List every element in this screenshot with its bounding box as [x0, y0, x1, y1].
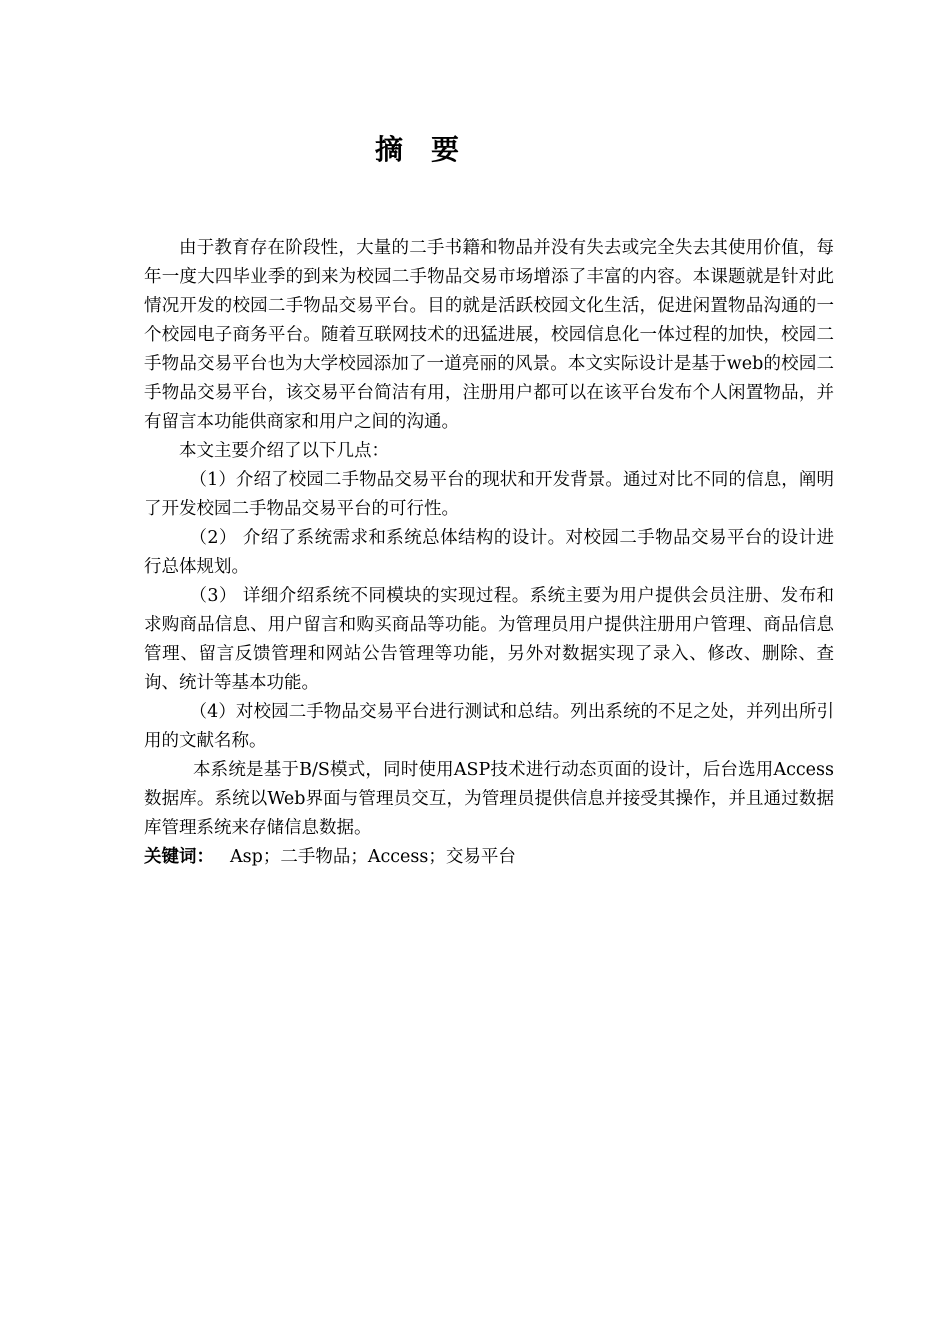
abstract-title: 摘要 — [374, 133, 487, 166]
keywords-label: 关键词： — [144, 847, 214, 867]
paragraph-point-4: （4）对校园二手物品交易平台进行测试和总结。列出系统的不足之处，并列出所引用的文献名称。 — [144, 702, 834, 751]
keywords-value: Asp；二手物品；Access；交易平台 — [230, 847, 516, 867]
paragraph-outline-lead: 本文主要介绍了以下几点： — [179, 441, 389, 461]
abstract-body — [144, 234, 834, 872]
paragraph-point-3: （3） 详细介绍系统不同模块的实现过程。系统主要为用户提供会员注册、发布和求购商品信息、用户留言和购买商品等功能。为管理员用户提供注册用户管理、商品信息管理、留言反馈管理和网站公告管理等功能，另外对数据实现了录入、修改、删除、查询、统计等基本功能。 — [144, 586, 834, 693]
paragraph-point-2: （2） 介绍了系统需求和系统总体结构的设计。对校园二手物品交易平台的设计进行总体规划。 — [144, 528, 834, 577]
paragraph-system: 本系统是基于B/S模式，同时使用ASP技术进行动态页面的设计，后台选用Access数据库。系统以Web界面与管理员交互，为管理员提供信息并接受其操作，并且通过数据库管理系统来存储信息数据。 — [144, 760, 834, 838]
paragraph-point-1: （1）介绍了校园二手物品交易平台的现状和开发背景。通过对比不同的信息，阐明了开发校园二手物品交易平台的可行性。 — [144, 470, 834, 519]
paragraph-intro: 由于教育存在阶段性，大量的二手书籍和物品并没有失去或完全失去其使用价值，每年一度大四毕业季的到来为校园二手物品交易市场增添了丰富的内容。本课题就是针对此情况开发的校园二手物品交易平台。目的就是活跃校园文化生活，促进闲置物品沟通的一个校园电子商务平台。随着互联网技术的迅猛进展，校园信息化一体过程的加快，校园二手物品交易平台也为大学校园添加了一道亮丽的风景。本文实际设计是基于web的校园二手物品交易平台，该交易平台简洁有用，注册用户都可以在该平台发布个人闲置物品，并有留言本功能供商家和用户之间的沟通。 — [144, 238, 834, 432]
keywords-line — [144, 843, 834, 872]
